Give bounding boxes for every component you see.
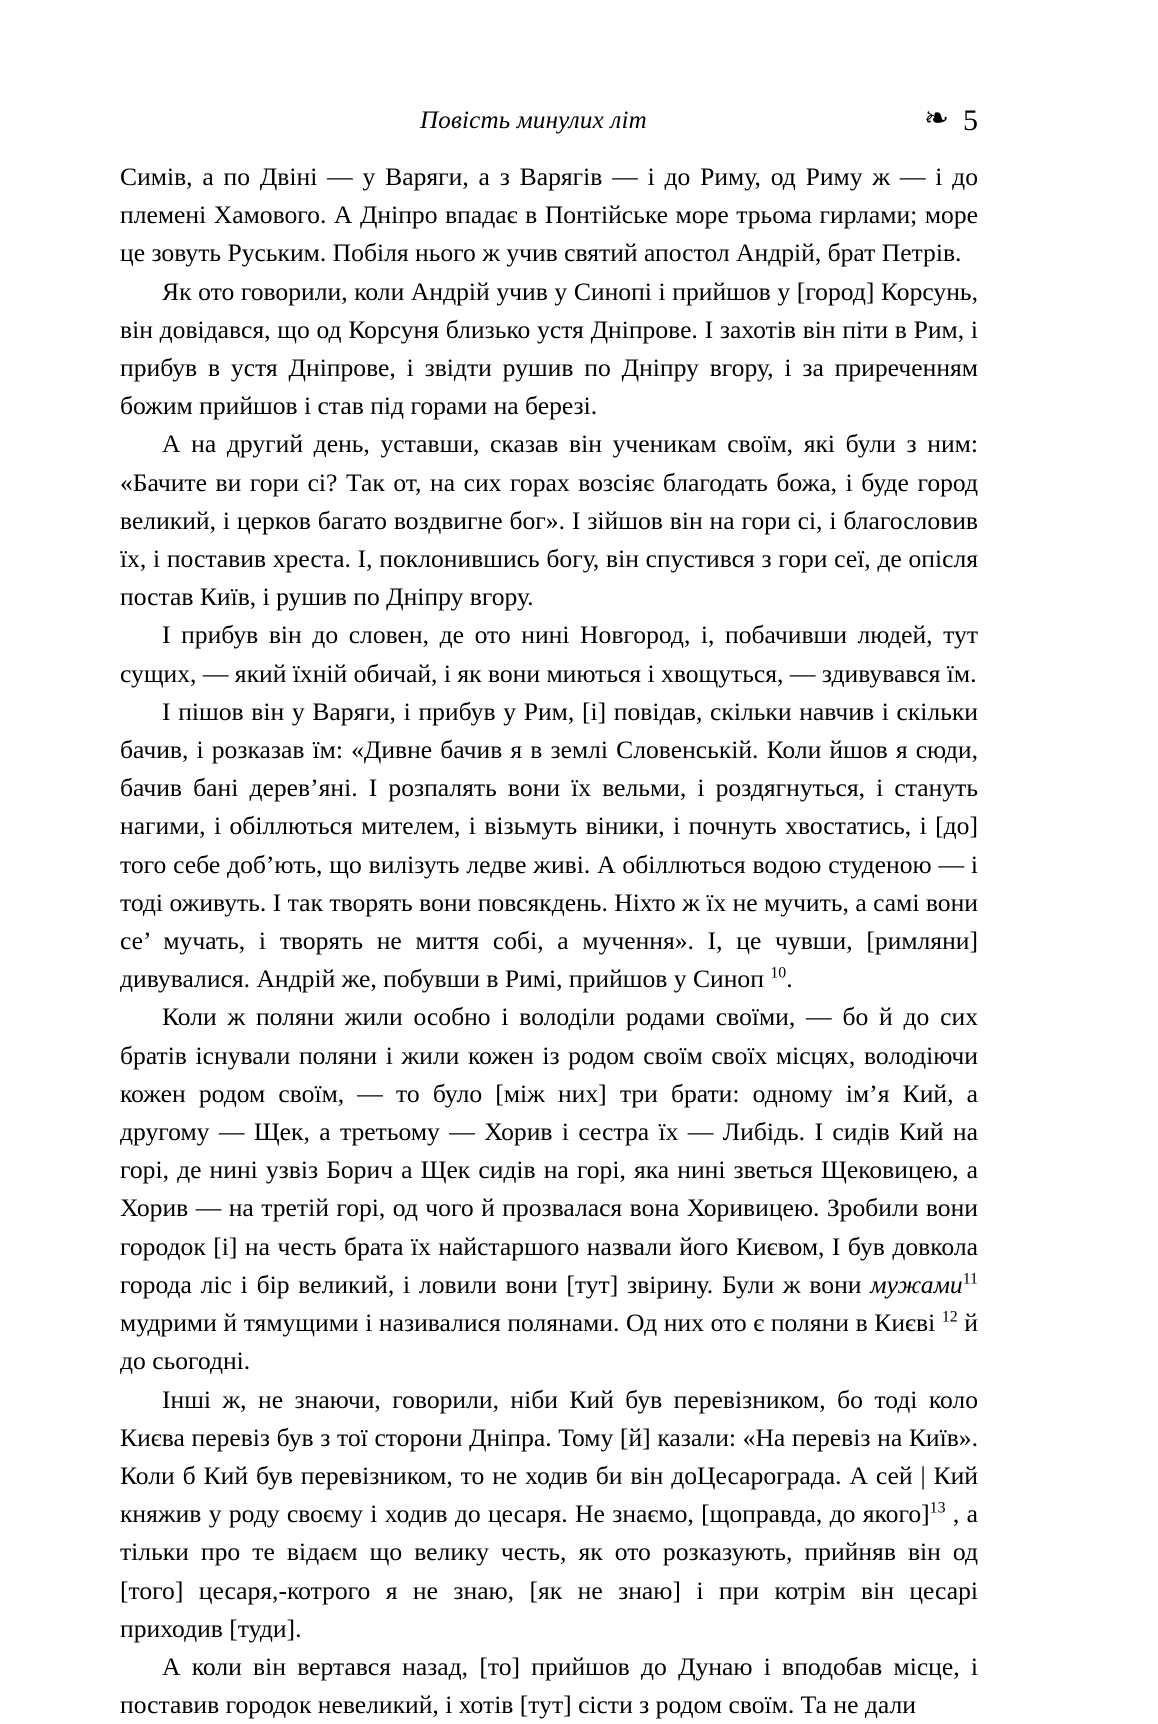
footnote-marker-12[interactable]: 12 (941, 1308, 958, 1326)
page-number: 5 (963, 104, 978, 137)
paragraph-text: мудрими й тямущими і називалися полянами. Од них ото є поляни в Києві (120, 1308, 942, 1338)
paragraph-6 (120, 998, 978, 1380)
running-head-title: Повість минулих літ (420, 107, 647, 134)
paragraph-5 (120, 693, 978, 999)
paragraph-8 (120, 1648, 978, 1724)
paragraph-text: Симів, а по Двіні — у Варяги, а з Варягів — і до Риму, од Риму ж — і до племені Хамового. А Дніпро впадає в Понтійське море трьома гирлами; море це зовуть Руським. Побіля нього ж учив святий апостол Андрій, брат Петрів. (120, 162, 978, 268)
folio-group (924, 100, 978, 142)
emphasised-word: мужами (870, 1269, 963, 1299)
running-head (120, 100, 978, 142)
paragraph-3 (120, 425, 978, 616)
paragraph-text: А на другий день, уставши, сказав він ученикам своїм, які були з ним: «Бачите ви гори сі? Так от, на сих горах возсіяє благодать божа, і буде город великий, і церков багато воздвигне бог». І зійшов він на гори сі, і благословив їх, і поставив хреста. І, поклонившись богу, він спустився з гори сеї, де опісля постав Київ, і рушив по Дніпру вгору. (120, 429, 978, 612)
footnote-marker-10[interactable]: 10 (770, 964, 787, 982)
paragraph-text: й до сьогодні. (120, 1308, 978, 1376)
paragraph-7 (120, 1381, 978, 1648)
paragraph-2 (120, 273, 978, 426)
paragraph-text-tail: . (786, 964, 793, 994)
fleuron-ornament-icon: ❧ (923, 102, 949, 135)
paragraph-text: І прибув він до словен, де ото нині Новгород, і, побачивши людей, тут сущих, — який їхній обичай, і як вони миються і хвощуться, — здивувався їм. (120, 620, 978, 688)
paragraph-text: , а тільки про те відаєм що велику честь, як ото розказують, прийняв він од [того] цесаря,-котрого я не знаю, [як не знаю] і при котрім він цесарі приходив [туди]. (120, 1499, 979, 1643)
paragraph-text: Інші ж, не знаючи, говорили, ніби Кий був перевізником, бо тоді коло Києва перевіз був з тої сторони Дніпра. Тому [й] казали: «На перевіз на Київ». Коли б Кий був перевізником, то не ходив би він доЦесарограда. А сей | Кий княжив у роду своєму і ходив до цесаря. Не знаємо, [щоправда, до якого] (120, 1384, 978, 1529)
paragraph-text: Як ото говорили, коли Андрій учив у Синопі і прийшов у [город] Корсунь, він довідався, що од Корсуня близько устя Дніпрове. І захотів він піти в Рим, і прибув в устя Дніпрове, і звідти рушив по Дніпру вгору, і за приреченням божим прийшов і став під горами на березі. (120, 276, 978, 421)
paragraph-4 (120, 616, 978, 692)
paragraph-text: І пішов він у Варяги, і прибув у Рим, [і] повідав, скільки навчив і скільки бачив, і розказав їм: «Дивне бачив я в землі Словенській. Коли йшов я сюди, бачив бані дерев’яні. І розпалять вони їх вельми, і роздягнуться, і стануть нагими, і обіллються мителем, і візьмуть віники, і почнуть хвостатись, і [до] того себе доб’ють, що вилізуть ледве живі. А обіллються водою студеною — і тоді оживуть. І так творять вони повсякдень. Ніхто ж їх не мучить, а самі вони се’ мучать, і творять не миття собі, а мучення». І, це чувши, [римляни] дивувалися. Андрій же, побувши в Римі, прийшов у Синоп (120, 696, 978, 994)
footnote-marker-11[interactable]: 11 (962, 1270, 978, 1288)
paragraph-text: А коли він вертався назад, [то] прийшов до Дунаю і вподобав місце, і поставив городок невеликий, і хотів [тут] сісти з родом своїм. Та не дали (120, 1651, 978, 1720)
paragraph-1 (120, 158, 978, 273)
body-text-block (120, 158, 978, 1724)
paragraph-text: Коли ж поляни жили особно і володіли родами своїми, — бо й до сих братів існували поляни і жили кожен із родом своїм своїх місцях, володіючи кожен родом своїм, — то було [між них] три брати: одному ім’я Кий, а другому — Щек, а третьому — Хорив і сестра їх — Либідь. І сидів Кий на горі, де нині узвіз Борич а Щек сидів на горі, яка нині зветься Щековицею, а Хорив — на третій горі, од чого й прозвалася вона Хоривицею. Зробили вони городок [і] на честь брата їх найстаршого назвали його Києвом, І був довкола города ліс і бір великий, і ловили вони [тут] звірину. Були ж вони (120, 1002, 978, 1299)
footnote-marker-13[interactable]: 13 (929, 1499, 946, 1517)
